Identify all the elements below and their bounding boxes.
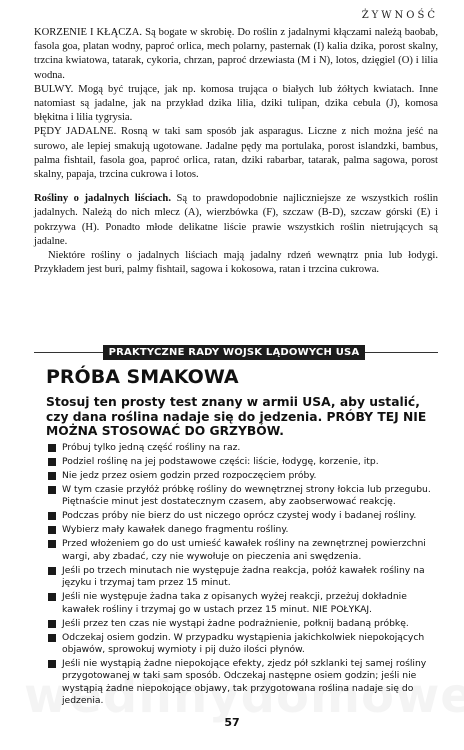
- body-text: [34, 26, 438, 277]
- tip-item: Wybierz mały kawałek danego fragmentu rośliny.: [48, 524, 432, 536]
- paragraph-roots: KORZENIE I KŁĄCZA. Są bogate w skrobię. Do roślin z jadalnymi kłączami należą baobab, fasola goa, platan wodny, paproć orlica, mech polarny, pasternak (I) kalia dzika, porost skalny, trzcina kwiatowa, tatarak, cykoria, chrzan, paproć drzewiasta (M i N), lotos, dzięgiel (O) i lilia wodna.: [34, 27, 438, 81]
- section-lead: Stosuj ten prosty test znany w armii USA, aby ustalić, czy dana roślina nadaje się do jedzenia. PRÓBY TEJ NIE MOŻNA STOSOWAĆ DO GRZYBÓW.: [46, 395, 427, 438]
- page-number: 57: [224, 716, 240, 729]
- tip-item: Podziel roślinę na jej podstawowe części: liście, łodygę, korzenie, itp.: [48, 456, 432, 468]
- paragraph-leaves: [34, 192, 438, 249]
- tip-item: Nie jedz przez osiem godzin przed rozpoczęciem próby.: [48, 470, 432, 482]
- running-header: ŻYWNOŚĆ: [361, 10, 438, 21]
- tip-item: Jeśli nie występuje żadna taka z opisanych wyżej reakcji, przeżuj dokładnie kawałek rośliny i trzymaj go w ustach przez 15 minut. NIE POŁYKAJ.: [48, 591, 432, 616]
- paragraph-bulbs: BULWY. Mogą być trujące, jak np. komosa trująca o białych lub żółtych kwiatach. Inne natomiast są jadalne, jak na przykład dzika lilia, dziki tulipan, dzika cebula (J), komosa błękitna i lilia tygrysia.: [34, 83, 438, 124]
- paragraph-shoots: PĘDY JADALNE. Rosną w taki sam sposób jak asparagus. Liczne z nich można jeść na surowo, ale lepiej smakują ugotowane. Jadalne pędy ma portulaka, porost islandzki, bambus, palma fishtail, fasola goa, paproć orlica, ratan, dziki rabarbar, tatarak, palma sagowa, porost skalny, papaja, trzcina cukrowa i lotos.: [34, 126, 438, 181]
- tip-item: W tym czasie przyłóż próbkę rośliny do wewnętrznej strony łokcia lub przegubu. Piętnaście minut jest dostatecznym czasem, aby zaobserwować reakcję.: [48, 484, 432, 509]
- paragraph-leaves-text: Są to prawdopodobnie najliczniejsze ze wszystkich roślin jadalnych. Należą do nich mlecz (A), wierzbówka (F), szczaw (B-D), szczaw górski (E) i pokrzywa (H). Ponadto młode delikatne liście prawie wszystkich roślin nietrujących są jadalne.: [34, 193, 439, 247]
- paragraph-pith: Niektóre rośliny o jadalnych liściach mają jadalny rdzeń wewnątrz pnia lub łodygi. Przykładem jest buri, palmy fishtail, sagowa i kokosowa, ratan i trzcina cukrowa.: [34, 250, 438, 276]
- tip-item: Odczekaj osiem godzin. W przypadku wystąpienia jakichkolwiek niepokojących objawów, sprowokuj wymioty i pij dużo ilości płynów.: [48, 632, 432, 657]
- section-title: PRÓBA SMAKOWA: [46, 366, 239, 388]
- tip-item: Podczas próby nie bierz do ust niczego oprócz czystej wody i badanej rośliny.: [48, 510, 432, 522]
- tip-item: Przed włożeniem go do ust umieść kawałek rośliny na zewnętrznej powierzchni wargi, aby zbadać, czy nie wywołuje on pieczenia ani swędzenia.: [48, 538, 432, 563]
- tip-item: Jeśli nie wystąpią żadne niepokojące efekty, zjedz pół szklanki tej samej rośliny przygotowanej w taki sam sposób. Odczekaj następne osiem godzin; jeśli nie wystąpią żadne niepokojące objawy, tak przygotowana roślina nadaje się do jedzenia.: [48, 658, 432, 708]
- paragraph-leaves-heading: Rośliny o jadalnych liściach.: [34, 193, 171, 205]
- tip-item: Próbuj tylko jedną część rośliny na raz.: [48, 442, 432, 454]
- tip-item: Jeśli po trzech minutach nie występuje żadna reakcja, połóż kawałek rośliny na języku i trzymaj tam przez 15 minut.: [48, 565, 432, 590]
- section-banner: PRAKTYCZNE RADY WOJSK LĄDOWYCH USA: [103, 345, 365, 360]
- tip-item: Jeśli przez ten czas nie wystąpi żadne podrażnienie, połknij badaną próbkę.: [48, 618, 432, 630]
